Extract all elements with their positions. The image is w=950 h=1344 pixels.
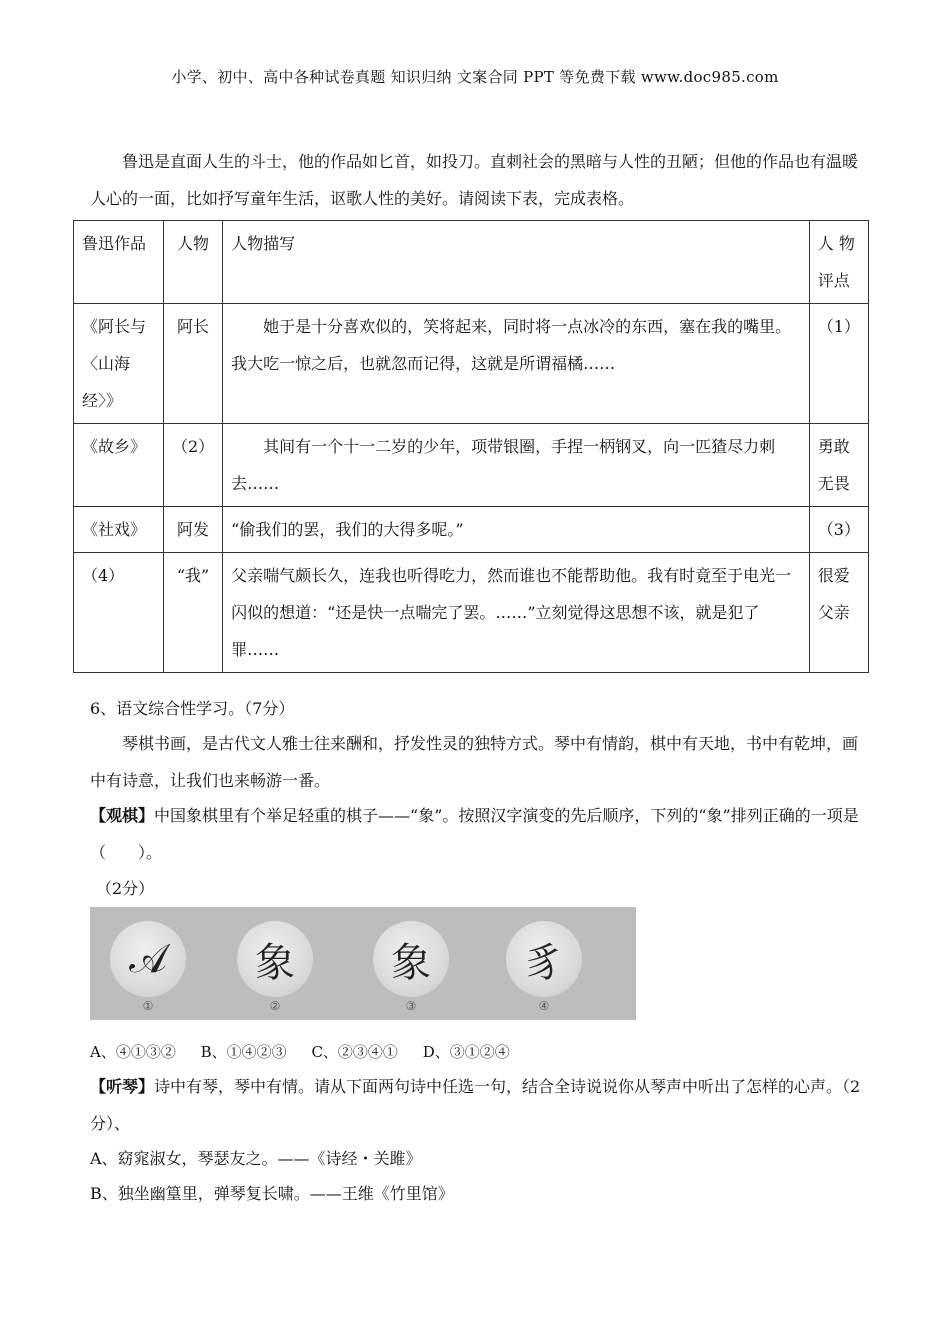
header-comment: 人 物评点 xyxy=(809,221,868,304)
guanqi-label: 【观棋】 xyxy=(90,806,155,825)
intro-paragraph: 鲁迅是直面人生的斗士，他的作品如匕首，如投刀。直刺社会的黑暗与人性的丑陋；但他的作品也有温暖人心的一面，比如抒写童年生活，讴歌人性的美好。请阅读下表，完成表格。 xyxy=(90,152,859,208)
guanqi-score: （2分） xyxy=(96,879,155,898)
row-description: 她于是十分喜欢似的，笑将起来，同时将一点冰冷的东西，塞在我的嘴里。我大吃一惊之后，也就忽而记得，这就是所谓福橘…… xyxy=(223,304,810,424)
tingqin-question xyxy=(90,1068,865,1142)
works-table xyxy=(73,220,869,673)
row-person: “我” xyxy=(163,553,222,673)
row-comment: （1） xyxy=(809,304,868,424)
row-description: 其间有一个十一二岁的少年，项带银圈，手捏一柄钢叉，向一匹猹尽力刺去…… xyxy=(223,424,810,507)
option-b: B、①④②③ xyxy=(200,1043,287,1061)
row-comment: 很爱父亲 xyxy=(809,553,868,673)
q6-intro: 琴棋书画，是古代文人雅士往来酬和，抒发性灵的独特方式。琴中有情韵，棋中有天地，书中有乾坤，画中有诗意，让我们也来畅游一番。 xyxy=(90,734,859,790)
poem-a: A、窈窕淑女，琴瑟友之。——《诗经・关雎》 xyxy=(90,1149,422,1168)
guanqi-question xyxy=(90,797,865,871)
row-description: 父亲喘气颇长久，连我也听得吃力，然而谁也不能帮助他。我有时竟至于电光一闪似的想道：“还是快一点喘完了罢。……”立刻觉得这思想不该，就是犯了罪…… xyxy=(223,553,810,673)
row-comment: 勇敢无畏 xyxy=(809,424,868,507)
option-a: A、④①③② xyxy=(90,1043,176,1061)
row-person: 阿发 xyxy=(163,507,222,553)
row-work: 《故乡》 xyxy=(74,424,164,507)
option-c: C、②③④① xyxy=(311,1043,398,1061)
row-comment: （3） xyxy=(809,507,868,553)
figure-number-3: ③ xyxy=(405,999,417,1013)
table-row xyxy=(74,424,869,507)
table-row xyxy=(74,507,869,553)
row-person: 阿长 xyxy=(163,304,222,424)
guanqi-text: 中国象棋里有个举足轻重的棋子——“象”。按照汉字演变的先后顺序，下列的“象”排列正确的一项是（ ）。 xyxy=(90,806,859,862)
row-work: （4） xyxy=(74,553,164,673)
table-header-row xyxy=(74,221,869,304)
row-work: 《阿长与〈山海经〉》 xyxy=(74,304,164,424)
page-header: 小学、初中、高中各种试卷真题 知识归纳 文案合同 PPT 等免费下载 www.doc985.com xyxy=(171,68,779,86)
answer-options xyxy=(90,1040,530,1064)
header-work: 鲁迅作品 xyxy=(74,221,164,304)
figure-number-1: ① xyxy=(142,999,154,1013)
row-person: （2） xyxy=(163,424,222,507)
option-d: D、③①②④ xyxy=(422,1043,510,1061)
table-row xyxy=(74,304,869,424)
header-description: 人物描写 xyxy=(223,221,810,304)
row-work: 《社戏》 xyxy=(74,507,164,553)
xiang-form-4: 豸 xyxy=(506,921,582,997)
xiang-form-2: 象 xyxy=(237,921,313,997)
q6-title: 6、语文综合性学习。（7分） xyxy=(90,699,295,718)
xiang-form-3: 象 xyxy=(373,921,449,997)
poem-b: B、独坐幽篁里，弹琴复长啸。——王维《竹里馆》 xyxy=(90,1184,454,1203)
figure-number-4: ④ xyxy=(538,999,550,1013)
row-description: “偷我们的罢，我们的大得多呢。” xyxy=(223,507,810,553)
xiang-evolution-figure xyxy=(90,907,636,1020)
figure-number-2: ② xyxy=(269,999,281,1013)
header-person: 人物 xyxy=(163,221,222,304)
table-row xyxy=(74,553,869,673)
tingqin-label: 【听琴】 xyxy=(90,1077,155,1096)
xiang-form-1: 𝒜 xyxy=(110,921,186,997)
tingqin-text: 诗中有琴，琴中有情。请从下面两句诗中任选一句，结合全诗说说你从琴声中听出了怎样的心声。（2分）、 xyxy=(90,1077,861,1133)
